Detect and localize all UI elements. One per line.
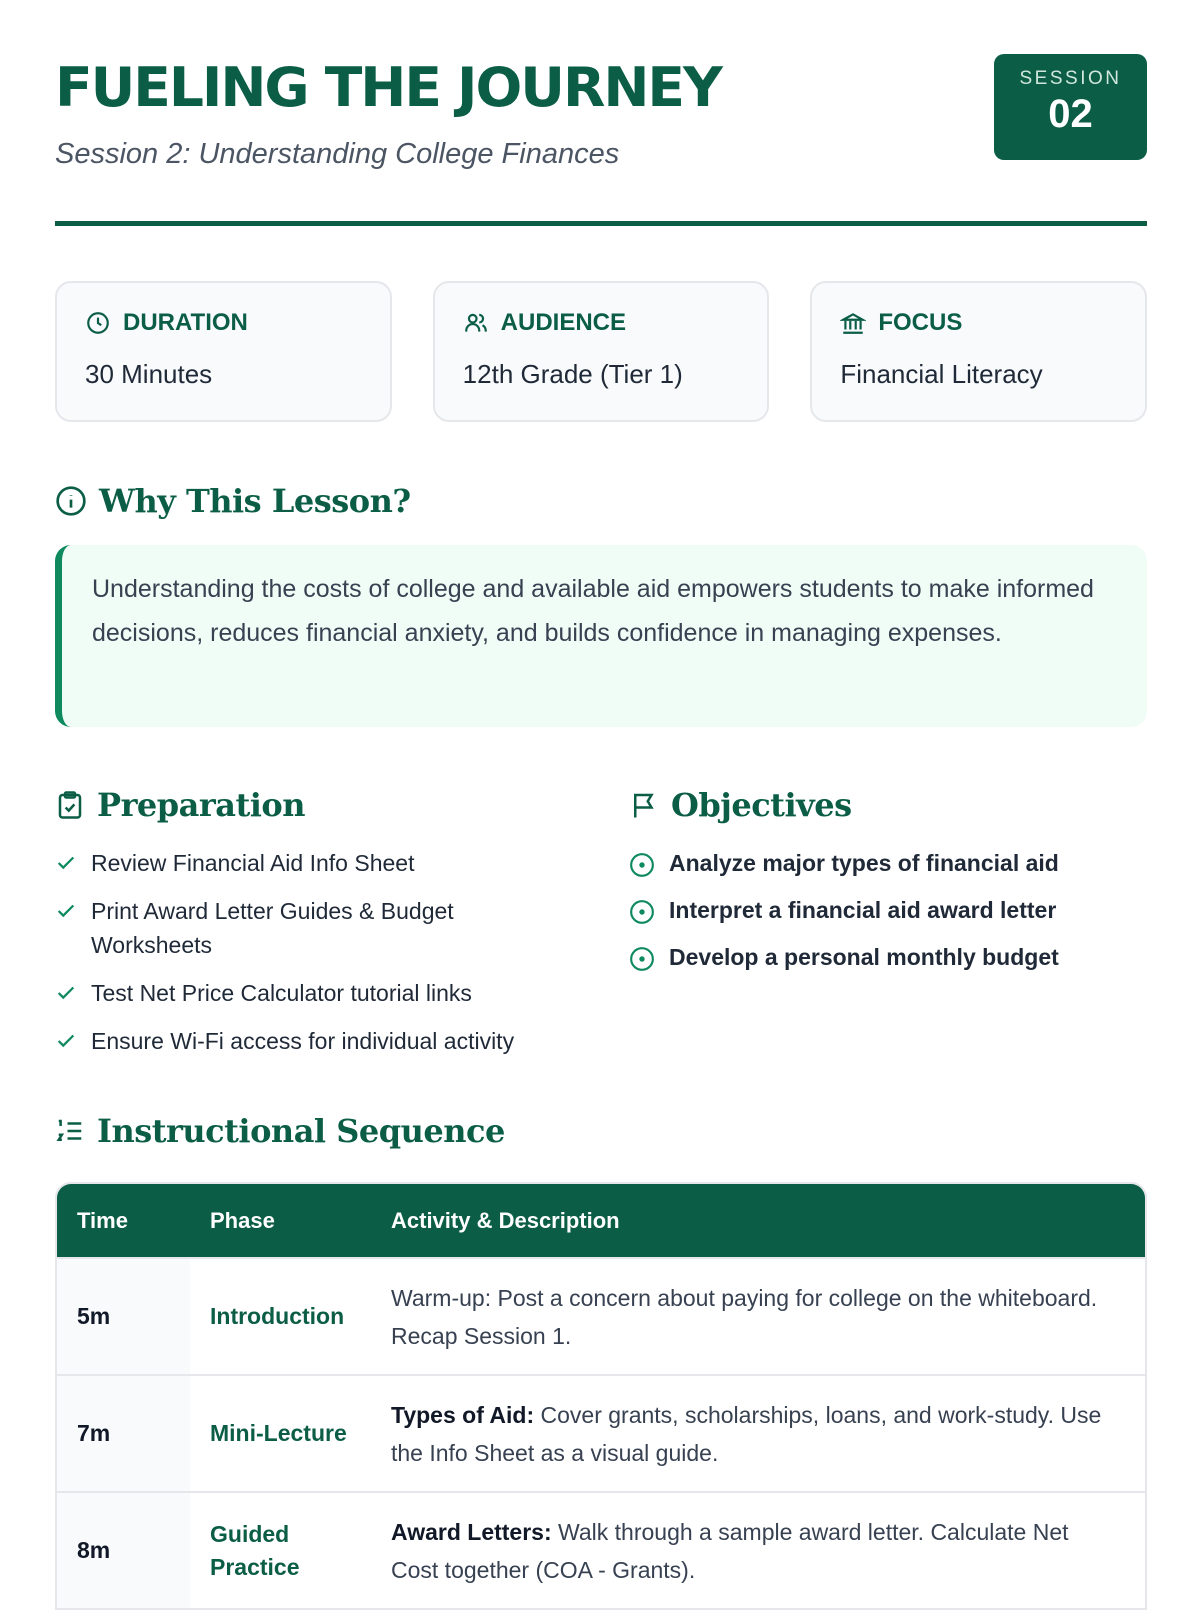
clock-icon (85, 310, 111, 336)
phase-cell: Guided Practice (210, 1520, 300, 1580)
column-header: Time (77, 1207, 128, 1233)
section-title: Preparation (97, 786, 306, 824)
item-text: Analyze major types of financial aid (669, 850, 1059, 876)
target-icon (629, 899, 655, 925)
sequence-heading (55, 1112, 505, 1150)
list-item (55, 1024, 575, 1058)
card-label: DURATION (123, 309, 248, 336)
card-focus (810, 281, 1147, 422)
card-audience (433, 281, 770, 422)
item-text: Review Financial Aid Info Sheet (91, 850, 415, 876)
info-cards (55, 281, 1147, 422)
time-cell: 5m (57, 1259, 190, 1374)
activity-text: Cover grants, scholarships, loans, and work-study. Use the Info Sheet as a visual guide. (391, 1401, 1102, 1466)
table-row (57, 1257, 1145, 1374)
activity-text: Walk through a sample award letter. Calculate Net Cost together (COA - Grants). (391, 1518, 1069, 1583)
target-icon (629, 946, 655, 972)
preparation-heading (55, 786, 305, 824)
clipboard-check-icon (55, 789, 85, 821)
card-label: FOCUS (878, 309, 963, 336)
item-text: Develop a personal monthly budget (669, 944, 1059, 970)
flag-icon (629, 789, 659, 821)
sequence-table (55, 1182, 1147, 1610)
phase-cell: Introduction (210, 1303, 345, 1329)
table-header (57, 1184, 1145, 1257)
session-badge (994, 54, 1147, 160)
check-icon (55, 852, 77, 874)
page-title: FUELING THE JOURNEY (55, 56, 721, 119)
column-header: Phase (210, 1207, 275, 1233)
list-item (55, 846, 575, 880)
bank-icon (840, 310, 866, 336)
activity-text: Warm-up: Post a concern about paying for college on the whiteboard. Recap Session 1. (391, 1284, 1098, 1349)
item-text: Interpret a financial aid award letter (669, 897, 1057, 923)
time-cell: 8m (57, 1493, 190, 1608)
why-callout: Understanding the costs of college and available aid empowers students to make informed decisions, reduces financial anxiety, and builds confidence in managing expenses. (55, 545, 1147, 727)
list-item (629, 893, 1149, 927)
activity-title: Types of Aid: (391, 1401, 535, 1428)
activity-cell (391, 1513, 1145, 1589)
preparation-list (55, 846, 575, 1072)
section-title: Instructional Sequence (97, 1112, 505, 1150)
item-text: Ensure Wi-Fi access for individual activity (91, 1028, 515, 1054)
item-text: Print Award Letter Guides & Budget Worksheets (91, 898, 454, 958)
item-text: Test Net Price Calculator tutorial links (91, 980, 472, 1006)
session-label: SESSION (1019, 68, 1122, 89)
card-value: 12th Grade (Tier 1) (462, 359, 683, 389)
activity-title: Award Letters: (391, 1518, 552, 1545)
objectives-heading (629, 786, 852, 824)
page-subtitle: Session 2: Understanding College Finances (55, 138, 620, 170)
check-icon (55, 982, 77, 1004)
phase-cell: Mini-Lecture (210, 1420, 347, 1446)
check-icon (55, 900, 77, 922)
list-item (629, 940, 1149, 974)
list-item (55, 976, 575, 1010)
card-value: Financial Literacy (840, 359, 1043, 389)
list-item (629, 846, 1149, 880)
card-value: 30 Minutes (85, 359, 213, 389)
section-title: Why This Lesson? (99, 482, 411, 520)
info-icon (55, 485, 87, 517)
target-icon (629, 852, 655, 878)
users-icon (463, 310, 489, 336)
column-header: Activity & Description (391, 1207, 620, 1233)
activity-cell (391, 1279, 1145, 1355)
table-row (57, 1491, 1145, 1608)
header (55, 0, 1147, 226)
card-duration (55, 281, 392, 422)
lesson-plan (55, 0, 1147, 1583)
numbered-list-icon (55, 1116, 85, 1146)
activity-cell (391, 1396, 1145, 1472)
table-row (57, 1374, 1145, 1491)
list-item (55, 894, 575, 962)
session-number: 02 (1048, 92, 1093, 136)
check-icon (55, 1030, 77, 1052)
time-cell: 7m (57, 1376, 190, 1491)
why-heading (55, 482, 411, 520)
objectives-list (629, 846, 1149, 987)
section-title: Objectives (671, 786, 852, 824)
card-label: AUDIENCE (500, 309, 627, 336)
